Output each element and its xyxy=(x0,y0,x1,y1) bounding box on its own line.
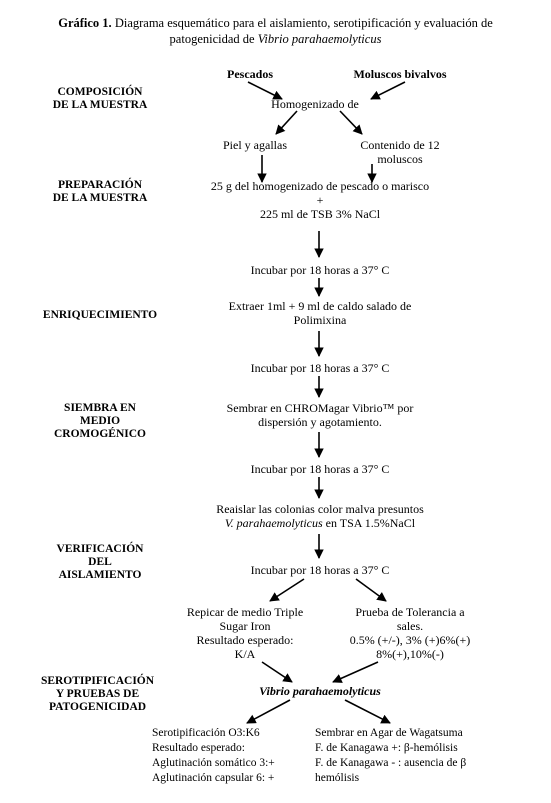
node-line: Sugar Iron xyxy=(219,619,271,633)
node-line: sales. xyxy=(396,619,424,633)
node-line: 225 ml de TSB 3% NaCl xyxy=(259,207,381,221)
node-line: Repicar de medio Triple xyxy=(186,605,304,619)
node-line: moluscos xyxy=(377,152,423,166)
stage-label-line: AISLAMIENTO xyxy=(58,569,142,581)
node-line: Prueba de Tolerancia a xyxy=(355,605,465,619)
node-line: Serotipificación O3:K6 xyxy=(152,727,260,739)
node-vibrio: Vibrio parahaemolyticus xyxy=(259,684,381,698)
arrow-homogenizado-contenido xyxy=(340,111,362,134)
stage-label-line: CROMOGÉNICO xyxy=(54,428,146,440)
node-text: en TSA 1.5%NaCl xyxy=(322,516,416,530)
stage-label-line: SIEMBRA EN xyxy=(64,402,136,414)
arrow-homogenizado-piel xyxy=(276,111,297,134)
stage-label-line: MEDIO xyxy=(79,415,121,427)
node-line: Reaislar las colonias color malva presuntos xyxy=(216,502,424,516)
node-line: Resultado esperado: xyxy=(196,633,294,647)
node-line: Extraer 1ml + 9 ml de caldo salado de xyxy=(228,299,412,313)
stage-label-line: DE LA MUESTRA xyxy=(52,99,148,111)
arrow-tolerancia-vibrio xyxy=(333,662,378,682)
arrow-vibrio-wagatsuma xyxy=(345,700,390,723)
node-piel-agallas: Piel y agallas xyxy=(223,138,287,152)
node-line: Aglutinación somático 3:+ xyxy=(152,757,275,769)
species-name: V. parahaemolyticus xyxy=(224,516,323,530)
node-moluscos: Moluscos bivalvos xyxy=(353,67,447,81)
arrow-vibrio-serotipificacion xyxy=(247,700,290,723)
stage-label-line: DEL xyxy=(88,556,112,568)
arrow-incubar-tolerancia xyxy=(356,579,386,601)
node-line: hemólisis xyxy=(315,772,360,784)
stage-label-line: ENRIQUECIMIENTO xyxy=(42,309,158,321)
node-incubar-2: Incubar por 18 horas a 37° C xyxy=(250,361,390,375)
node-incubar-3: Incubar por 18 horas a 37° C xyxy=(250,462,390,476)
node-line: 8%(+),10%(-) xyxy=(376,647,444,661)
stage-label-line: COMPOSICIÓN xyxy=(57,86,143,98)
node-line: 0.5% (+/-), 3% (+)6%(+) xyxy=(349,633,471,647)
figure-title-prefix: Gráfico 1. xyxy=(58,16,112,30)
arrow-moluscos-homogenizado xyxy=(371,82,405,99)
node-line: K/A xyxy=(234,647,256,661)
arrow-pescados-homogenizado xyxy=(248,82,282,99)
stage-label-line: VERIFICACIÓN xyxy=(56,543,144,555)
figure-title-line2-text: patogenicidad de xyxy=(169,32,255,46)
stage-label-line: DE LA MUESTRA xyxy=(52,192,148,204)
node-pescados: Pescados xyxy=(227,67,273,81)
node-line: F. de Kanagawa - : ausencia de β xyxy=(315,757,467,769)
node-line: Contenido de 12 xyxy=(360,138,440,152)
node-line: + xyxy=(316,193,324,207)
node-line: Sembrar en CHROMagar Vibrio™ por xyxy=(226,401,414,415)
stage-label-line: PATOGENICIDAD xyxy=(48,701,147,713)
node-line: Aglutinación capsular 6: + xyxy=(152,772,275,784)
node-incubar-1: Incubar por 18 horas a 37° C xyxy=(250,263,390,277)
stage-label-line: PREPARACIÓN xyxy=(57,179,143,191)
figure-title-species: Vibrio parahaemolyticus xyxy=(257,32,382,46)
node-line: Resultado esperado: xyxy=(152,742,245,754)
stage-label-line: SEROTIPIFICACIÓN xyxy=(40,675,155,687)
node-incubar-4: Incubar por 18 horas a 37° C xyxy=(250,563,390,577)
stage-label-line: Y PRUEBAS DE xyxy=(55,688,140,700)
node-homogenizado: Homogenizado de xyxy=(271,97,359,111)
node-line: F. de Kanagawa +: β-hemólisis xyxy=(315,742,458,754)
figure-title-line1: Diagrama esquemático para el aislamiento, serotipificación y evaluación de xyxy=(114,16,493,30)
node-line: dispersión y agotamiento. xyxy=(258,415,382,429)
node-line: Polimixina xyxy=(293,313,347,327)
arrow-incubar-tsi xyxy=(270,579,304,601)
node-line: 25 g del homogenizado de pescado o marisco xyxy=(210,179,430,193)
node-line: Sembrar en Agar de Wagatsuma xyxy=(315,727,463,739)
arrow-tsi-vibrio xyxy=(262,662,292,682)
